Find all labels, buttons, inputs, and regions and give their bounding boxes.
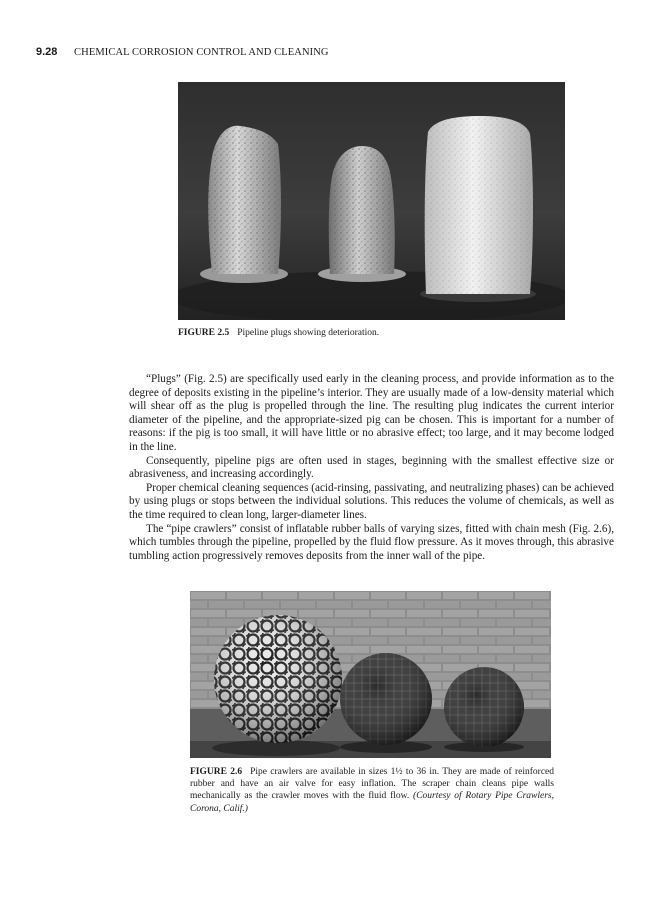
figure-2-5-caption-text: Pipeline plugs showing deterioration. (237, 328, 380, 338)
paragraph: “Plugs” (Fig. 2.5) are specifically used early in the cleaning process, and provide information as to the degree of deposits existing in the pipeline’s interior. They are usually made of a low-density material which will shear off as the plug is propelled through the line. The resulting plug indicates the current interior diameter of the pipeline, and the appropriate-sized pig can be chosen. This is important for a number of reasons: if the pig is too small, it will have little or no abrasive effect; too large, and it may become lodged in the line. (129, 373, 614, 453)
running-header (36, 46, 329, 58)
figure-2-5-label: FIGURE 2.5 (178, 328, 230, 338)
figure-2-5-caption (178, 327, 379, 339)
figure-2-6-label: FIGURE 2.6 (190, 767, 243, 777)
page-number: 9.28 (36, 46, 58, 58)
figure-2-6-photo (190, 591, 551, 758)
figure-2-6-caption-text: Pipe crawlers are available in sizes 1½ to 36 in. They are made of reinforced rubber and have an air valve for easy inflation. The scraper chain cleans pipe walls mechanically as the crawler moves with the fluid flow. (190, 767, 554, 802)
paragraph: Proper chemical cleaning sequences (acid-rinsing, passivating, and neutralizing phases) can be achieved by using plugs or stops between the individual solutions. This reduces the volume of chemicals, as well as the time required to clean long, larger-diameter lines. (129, 481, 614, 521)
paragraph: The “pipe crawlers” consist of inflatable rubber balls of varying sizes, fitted with chain mesh (Fig. 2.6), which tumbles through the pipeline, propelled by the fluid flow pressure. As it moves through, this abrasive tumbling action progressively removes deposits from the inner wall of the pipe. (129, 522, 614, 562)
figure-2-5-photo (178, 82, 565, 320)
running-title: CHEMICAL CORROSION CONTROL AND CLEANING (74, 47, 329, 58)
body-text (129, 373, 614, 563)
paragraph: Consequently, pipeline pigs are often used in stages, beginning with the smallest effective size or abrasiveness, and increasing accordingly. (129, 454, 614, 481)
figure-2-6-courtesy: (Courtesy of Rotary Pipe Crawlers, Corona, Calif.) (190, 791, 554, 814)
figure-2-6-caption (190, 766, 554, 815)
